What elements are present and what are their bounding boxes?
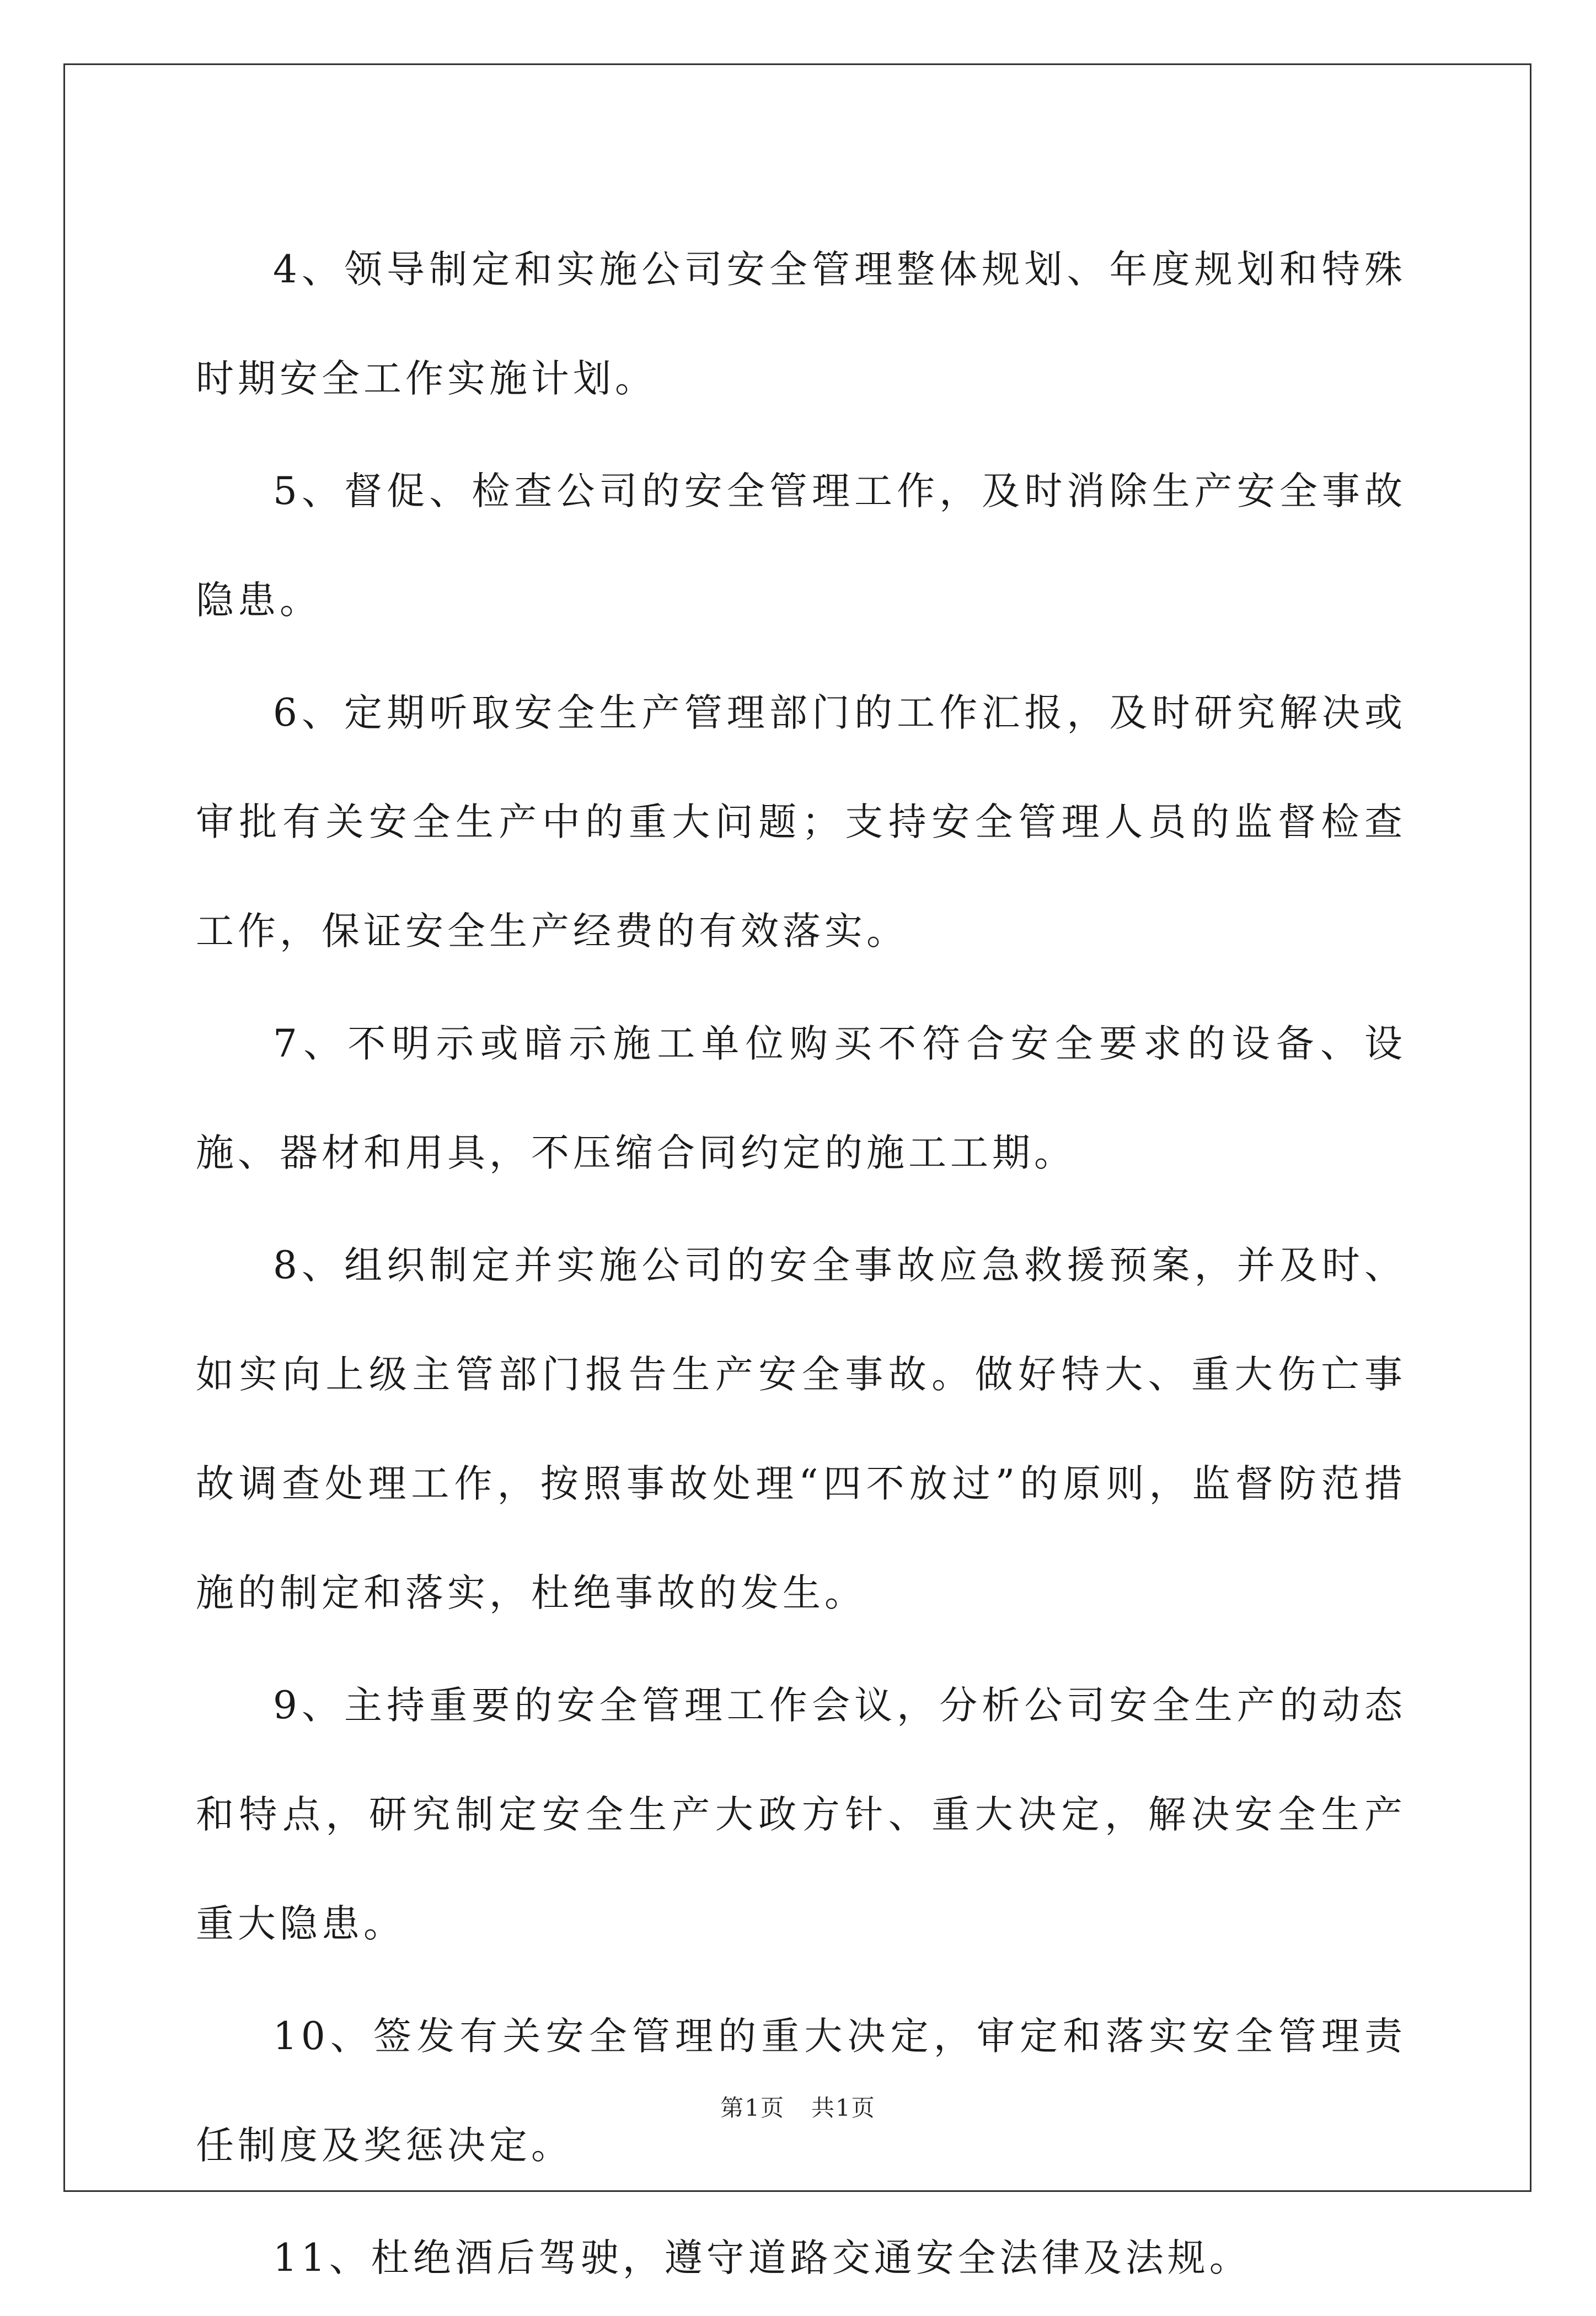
- paragraph-item-6: 6、定期听取安全生产管理部门的工作汇报，及时研究解决或审批有关安全生产中的重大问题；支持安全管理人员的监督检查工作，保证安全生产经费的有效落实。: [196, 691, 1406, 953]
- paragraph-item-10: 10、签发有关安全管理的重大决定，审定和落实安全管理责任制度及奖惩决定。: [196, 2014, 1406, 2168]
- document-body: [196, 215, 1406, 2316]
- page-number-total: 共1页: [811, 2094, 876, 2121]
- paragraph-item-7: 7、不明示或暗示施工单位购买不符合安全要求的设备、设施、器材和用具，不压缩合同约定的施工工期。: [196, 1022, 1406, 1175]
- paragraph-item-8: 8、组织制定并实施公司的安全事故应急救援预案，并及时、如实向上级主管部门报告生产安全事故。做好特大、重大伤亡事故调查处理工作，按照事故处理“四不放过”的原则，监督防范措施的制定和落实，杜绝事故的发生。: [196, 1243, 1406, 1615]
- paragraph-item-5: 5、督促、检查公司的安全管理工作，及时消除生产安全事故隐患。: [196, 469, 1406, 623]
- page-footer: [0, 2090, 1596, 2123]
- paragraph-item-9: 9、主持重要的安全管理工作会议，分析公司安全生产的动态和特点，研究制定安全生产大政方针、重大决定，解决安全生产重大隐患。: [196, 1684, 1406, 1946]
- paragraph-item-11: 11、杜绝酒后驾驶，遵守道路交通安全法律及法规。: [273, 2236, 1251, 2280]
- paragraph-item-4: 4、领导制定和实施公司安全管理整体规划、年度规划和特殊时期安全工作实施计划。: [196, 248, 1406, 401]
- page-number-current: 第1页: [720, 2094, 785, 2121]
